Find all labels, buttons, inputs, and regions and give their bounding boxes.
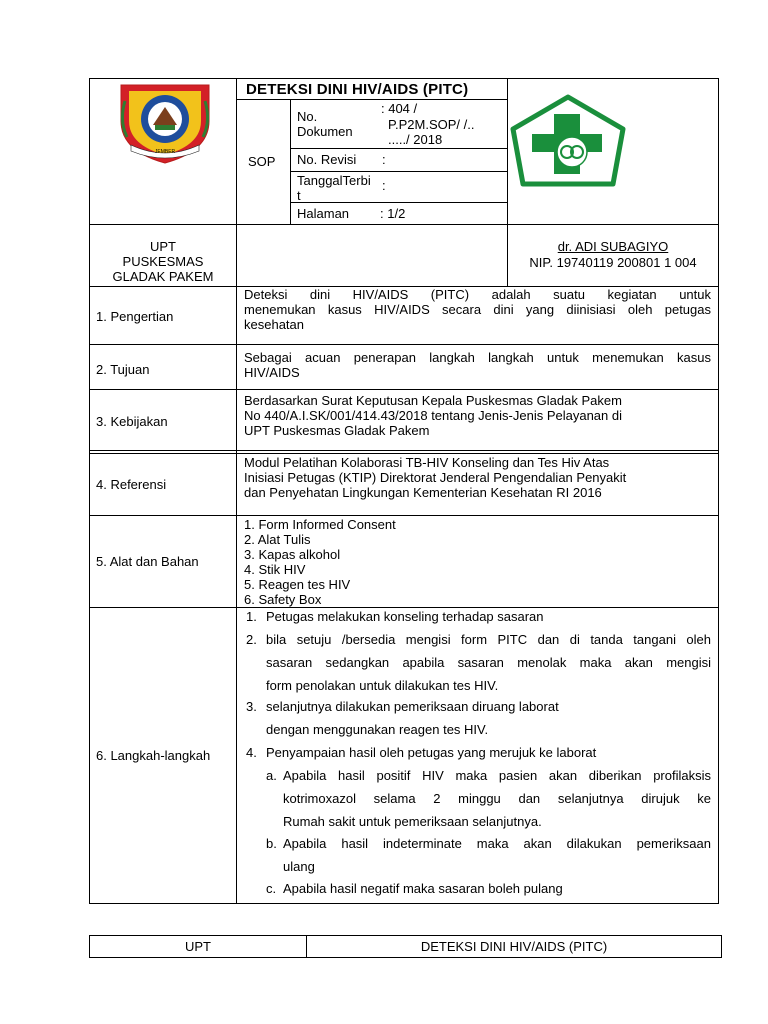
step-2-line-1: bila setuju /bersedia mengisi form PITC dan di tanda tangani oleh [266, 632, 711, 647]
org-line-1: UPT [150, 239, 176, 254]
step-4-number: 4. [246, 745, 257, 760]
alat-item: 5. Reagen tes HIV [244, 577, 351, 592]
label-referensi: 4. Referensi [96, 477, 167, 492]
puskesmas-logo [510, 94, 626, 188]
pengertian-line-2: menemukan kasus HIV/AIDS secara dini yang diinisiasi oleh petugas [244, 302, 711, 317]
pengertian-line-3: kesehatan [244, 317, 304, 332]
tanggal-value: : [382, 178, 386, 193]
alat-item: 1. Form Informed Consent [244, 517, 396, 532]
step-1-number: 1. [246, 609, 257, 624]
substep-c-line-1: Apabila hasil negatif maka sasaran boleh pulang [283, 881, 563, 896]
kebijakan-line-2: No 440/A.I.SK/001/414.43/2018 tentang Jenis-Jenis Pelayanan di [244, 408, 622, 423]
referensi-line-1: Modul Pelatihan Kolaborasi TB-HIV Konseling dan Tes Hiv Atas [244, 455, 610, 470]
tanggal-label-2: t [297, 188, 301, 203]
step-2-number: 2. [246, 632, 257, 647]
label-tujuan: 2. Tujuan [96, 362, 150, 377]
label-langkah: 6. Langkah-langkah [96, 748, 211, 763]
alat-item: 4. Stik HIV [244, 562, 306, 577]
step-4-line-1: Penyampaian hasil oleh petugas yang merujuk ke laborat [266, 745, 597, 760]
step-3-line-2: dengan menggunakan reagen tes HIV. [266, 722, 489, 737]
tanggal-label-1: TanggalTerbi [297, 173, 371, 188]
substep-b-line-1: Apabila hasil indeterminate maka akan dilakukan pemeriksaan [283, 836, 711, 851]
halaman-value: : 1/2 [380, 206, 406, 221]
substep-c-letter: c. [266, 881, 277, 896]
footer-right: DETEKSI DINI HIV/AIDS (PITC) [420, 939, 608, 954]
no-dokumen-value-3: ...../ 2018 [388, 132, 443, 147]
step-2-line-2: sasaran sedangkan apabila sasaran menolak maka akan mengisi [266, 655, 711, 670]
footer-left: UPT [185, 939, 211, 954]
halaman-label: Halaman [297, 206, 350, 221]
substep-a-line-1: Apabila hasil positif HIV maka pasien akan diberikan profilaksis [283, 768, 711, 783]
sop-label: SOP [248, 154, 276, 169]
step-1-line-1: Petugas melakukan konseling terhadap sasaran [266, 609, 544, 624]
no-dokumen-value-2: P.P2M.SOP/ /.. [388, 117, 475, 132]
tujuan-line-2: HIV/AIDS [244, 365, 300, 380]
doc-title: DETEKSI DINI HIV/AIDS (PITC) [246, 81, 469, 98]
org-name [90, 239, 236, 284]
label-alat: 5. Alat dan Bahan [96, 554, 199, 569]
signer-nip: NIP. 19740119 200801 1 004 [529, 255, 697, 270]
signer-name: dr. ADI SUBAGIYO [557, 239, 669, 254]
kebijakan-line-3: UPT Puskesmas Gladak Pakem [244, 423, 430, 438]
jember-logo-text: JEMBER [154, 149, 176, 155]
step-2-line-3: form penolakan untuk dilakukan tes HIV. [266, 678, 499, 693]
substep-a-line-2: kotrimoxazol selama 2 minggu dan selanjutnya dirujuk ke [283, 791, 711, 806]
org-line-2: PUSKESMAS [122, 254, 204, 269]
alat-item: 6. Safety Box [244, 592, 322, 607]
no-revisi-value: : [382, 152, 386, 167]
org-line-3: GLADAK PAKEM [112, 269, 214, 284]
no-dokumen-label-2: Dokumen [297, 124, 353, 139]
no-dokumen-label-1: No. [297, 109, 318, 124]
kebijakan-line-1: Berdasarkan Surat Keputusan Kepala Puskesmas Gladak Pakem [244, 393, 622, 408]
tujuan-line-1: Sebagai acuan penerapan langkah langkah untuk menemukan kasus [244, 350, 711, 365]
substep-a-letter: a. [266, 768, 277, 783]
alat-item: 3. Kapas alkohol [244, 547, 341, 562]
label-pengertian: 1. Pengertian [96, 309, 174, 324]
step-3-line-1: selanjutnya dilakukan pemeriksaan diruang laborat [266, 699, 559, 714]
substep-b-line-2: ulang [283, 859, 315, 874]
alat-item: 2. Alat Tulis [244, 532, 311, 547]
pengertian-text [244, 287, 711, 332]
signer-block [508, 239, 718, 271]
referensi-text [244, 455, 684, 500]
label-kebijakan: 3. Kebijakan [96, 414, 168, 429]
kebijakan-text [244, 393, 684, 438]
pengertian-line-1: Deteksi dini HIV/AIDS (PITC) adalah suatu kegiatan untuk [244, 287, 711, 302]
no-revisi-label: No. Revisi [297, 152, 357, 167]
jember-logo [117, 81, 213, 165]
substep-a-line-3: Rumah sakit untuk pemeriksaan selanjutnya. [283, 814, 542, 829]
tujuan-text [244, 350, 711, 380]
substep-b-letter: b. [266, 836, 277, 851]
referensi-line-2: Inisiasi Petugas (KTIP) Direktorat Jenderal Pengendalian Penyakit [244, 470, 627, 485]
no-dokumen-value-1: : 404 / [381, 101, 418, 116]
alat-list [244, 517, 396, 607]
referensi-line-3: dan Penyehatan Lingkungan Kementerian Kesehatan RI 2016 [244, 485, 602, 500]
step-3-number: 3. [246, 699, 257, 714]
